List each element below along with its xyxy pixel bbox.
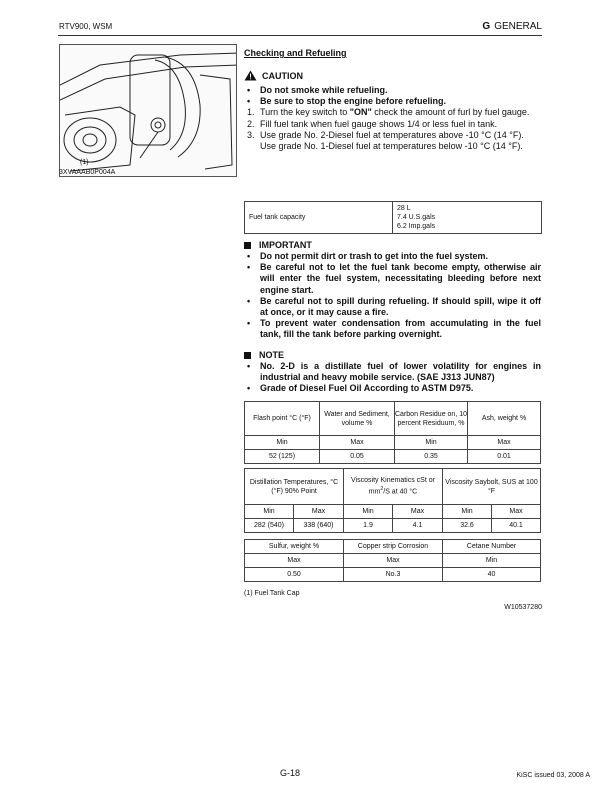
- note-list: [244, 361, 541, 395]
- step-3-extra-text: Use grade No. 1-Diesel fuel at temperatures below -10 °C (14 °F).: [260, 141, 523, 152]
- note-heading: [244, 350, 284, 360]
- table-limit: Max: [344, 554, 443, 568]
- important-item-text: Be careful not to spill during refueling. If should spill, wipe it off at once, or it may cause a fire.: [260, 295, 541, 318]
- table-limit: Min: [245, 505, 294, 519]
- important-item: • Be careful not to let the fuel tank become empty, otherwise air will enter the fuel system, necessitating bleeding before next engine start.: [247, 262, 541, 295]
- header-model: RTV900, WSM: [59, 22, 113, 31]
- caution-item: [244, 85, 541, 96]
- table-header: Cetane Number: [443, 540, 541, 554]
- table-value: 1.9: [344, 519, 393, 533]
- step-3-extra: [244, 141, 541, 152]
- note-item: • No. 2-D is a distillate fuel of lower volatility for engines in industrial and heavy mobile service. (SAE J313 JUN87): [247, 361, 541, 383]
- table-value: 0.05: [320, 450, 395, 464]
- fuel-tank-drawing: [60, 45, 237, 177]
- square-bullet-icon: [244, 352, 251, 359]
- important-item-text: Be careful not to let the fuel tank become empty, otherwise air will enter the fuel system, necessitating bleeding before next engine start.: [260, 262, 541, 295]
- fuel-spec-table-1: [244, 401, 541, 464]
- viscosity-header-unit: /S at 40 °C: [383, 488, 418, 496]
- figure-legend: (1) Fuel Tank Cap: [244, 590, 300, 597]
- table-value: No.3: [344, 568, 443, 582]
- superscript: 2: [380, 486, 384, 493]
- table-value: 282 (540): [245, 519, 294, 533]
- table-value: 52 (125): [245, 450, 320, 464]
- table-limit: Max: [320, 436, 395, 450]
- header-section: [482, 21, 542, 32]
- step-number: 1.: [247, 107, 255, 118]
- header-section-letter: G: [482, 21, 491, 32]
- capacity-label: Fuel tank capacity: [245, 202, 393, 234]
- table-header: [344, 469, 443, 505]
- table-limit: Max: [245, 554, 344, 568]
- capacity-us-gals: 7.4 U.S.gals: [397, 214, 436, 221]
- important-item: • To prevent water condensation from accumulating in the fuel tank, fill the tank before parking overnight.: [247, 318, 541, 340]
- header-rule: [58, 35, 542, 36]
- step-number: 2.: [247, 118, 255, 129]
- table-header: Flash point °C (°F): [245, 402, 320, 436]
- note-item: • Grade of Diesel Fuel Oil According to ASTM D975.: [244, 383, 541, 394]
- important-item: • Do not permit dirt or trash to get into the fuel system.: [244, 251, 541, 262]
- table-limit: Min: [395, 436, 468, 450]
- fuel-spec-table-3: [244, 539, 541, 582]
- step-3-text: Use grade No. 2-Diesel fuel at temperatures above -10 °C (14 °F).: [260, 129, 524, 140]
- caution-item-text: Do not smoke while refueling.: [260, 85, 388, 95]
- document-code: W10537280: [504, 604, 542, 611]
- step-3: [244, 130, 541, 141]
- bullet-marker: •: [247, 96, 251, 107]
- important-item-text: Do not permit dirt or trash to get into the fuel system.: [260, 251, 489, 261]
- table-limit: Max: [294, 505, 344, 519]
- table-limit: Max: [492, 505, 541, 519]
- viscosity-header-text: Viscosity Kinematics cSt or mm: [351, 477, 435, 496]
- caution-item: [244, 96, 541, 107]
- table-header: Copper strip Corrosion: [344, 540, 443, 554]
- table-header: Viscosity Saybolt, SUS at 100 °F: [443, 469, 541, 505]
- page-number: G-18: [280, 768, 301, 778]
- table-limit: Min: [443, 554, 541, 568]
- note-label: NOTE: [259, 350, 285, 360]
- table-limit: Min: [245, 436, 320, 450]
- capacity-imp-gals: 6.2 Imp.gals: [397, 223, 436, 230]
- capacity-liters: 28 L: [397, 205, 411, 212]
- step-1: [244, 107, 541, 118]
- step-1-text: Turn the key switch to: [260, 107, 350, 118]
- table-header: Water and Sediment, volume %: [320, 402, 395, 436]
- note-item-text: Grade of Diesel Fuel Oil According to ASTM D975.: [260, 383, 474, 394]
- issue-info: KiSC issued 03, 2008 A: [516, 772, 590, 779]
- table-limit: Min: [344, 505, 393, 519]
- step-1-key-position: "ON": [349, 107, 372, 118]
- step-number: 3.: [247, 129, 255, 140]
- figure-callout: (1): [80, 159, 89, 166]
- table-value: 0.01: [468, 450, 541, 464]
- table-value: 0.50: [245, 568, 344, 582]
- table-value: 338 (640): [294, 519, 344, 533]
- table-limit: Min: [443, 505, 492, 519]
- table-value: 0.35: [395, 450, 468, 464]
- important-list: [244, 251, 541, 341]
- table-header: Carbon Residue on, 10 percent Residuum, %: [395, 402, 468, 436]
- table-value: 32.6: [443, 519, 492, 533]
- table-value: 40: [443, 568, 541, 582]
- capacity-values: [393, 202, 542, 234]
- important-item: • Be careful not to spill during refueling. If should spill, wipe it off at once, or it may cause a fire.: [247, 295, 541, 318]
- table-limit: Max: [468, 436, 541, 450]
- warning-triangle-icon: [244, 70, 257, 81]
- note-item-text: No. 2-D is a distillate fuel of lower volatility for engines in industrial and heavy mobile service. (SAE J313 JUN87): [260, 361, 541, 383]
- table-header: Sulfur, weight %: [245, 540, 344, 554]
- header-section-title: GENERAL: [494, 21, 542, 32]
- table-value: 4.1: [393, 519, 443, 533]
- capacity-table: [244, 201, 542, 234]
- step-1-text-end: check the amount of furl by fuel gauge.: [371, 107, 530, 118]
- figure-caption: 3XVAAAB0P004A: [59, 169, 116, 176]
- table-header: Distillation Temperatures, °C (°F) 90% Point: [245, 469, 344, 505]
- important-label: IMPORTANT: [259, 240, 312, 250]
- caution-item-text: Be sure to stop the engine before refueling.: [260, 96, 447, 107]
- caution-label: CAUTION: [262, 70, 303, 81]
- step-2-text: Fill fuel tank when fuel gauge shows 1/4 or less fuel in tank.: [260, 118, 498, 129]
- important-item-text: To prevent water condensation from accumulating in the fuel tank, fill the tank before parking overnight.: [260, 318, 541, 340]
- important-heading: [244, 240, 312, 250]
- section-title: Checking and Refueling: [244, 48, 347, 58]
- table-limit: Max: [393, 505, 443, 519]
- fuel-tank-illustration: [59, 44, 237, 177]
- square-bullet-icon: [244, 242, 251, 249]
- caution-heading: [244, 70, 303, 81]
- step-2: [244, 119, 541, 130]
- table-header: Ash, weight %: [468, 402, 541, 436]
- bullet-marker: •: [247, 85, 251, 95]
- table-value: 40.1: [492, 519, 541, 533]
- caution-list: [244, 85, 541, 152]
- fuel-spec-table-2: [244, 468, 541, 533]
